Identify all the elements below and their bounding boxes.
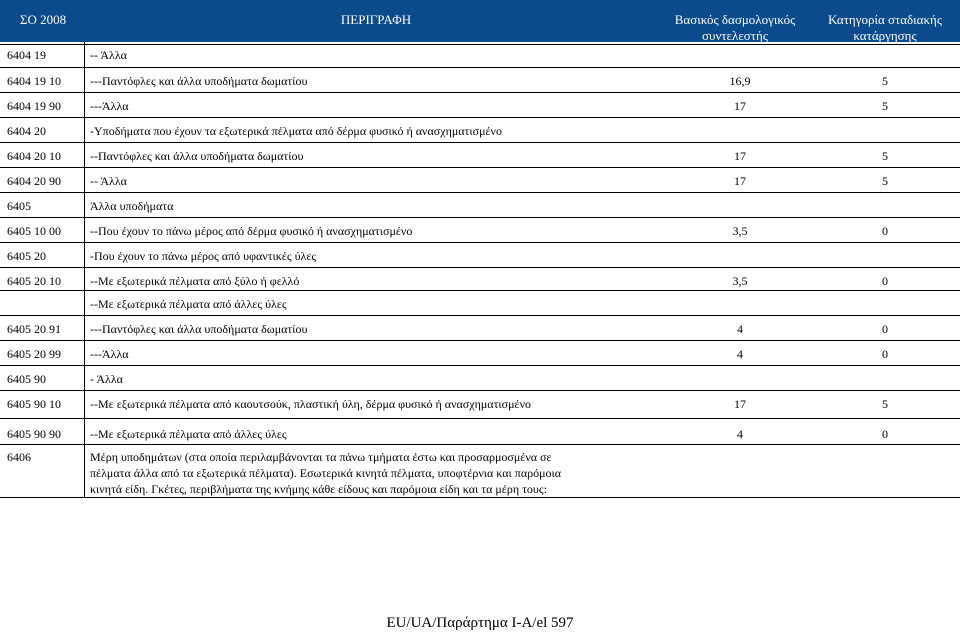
- row-cat: 0: [882, 322, 888, 336]
- column-divider: [84, 42, 85, 498]
- row-cat: 5: [882, 397, 888, 411]
- row-rule: [0, 117, 960, 118]
- row-desc: --Που έχουν το πάνω μέρος από δέρμα φυσικό ή ανασχηματισμένο: [90, 224, 413, 238]
- row-code: 6405 90: [7, 372, 46, 386]
- row-code: 6404 20: [7, 124, 46, 138]
- row-desc: Άλλα υποδήματα: [90, 199, 174, 213]
- header-base-rate: Βασικός δασμολογικός συντελεστής: [674, 12, 796, 43]
- row-cat: 5: [882, 74, 888, 88]
- row-rule: [0, 340, 960, 341]
- row-rate: 4: [737, 427, 743, 441]
- row-cat: 0: [882, 427, 888, 441]
- row-desc-line: Μέρη υποδημάτων (στα οποία περιλαμβάνονται τα πάνω τμήματα έστω και προσαρμοσμένα σε: [90, 450, 552, 464]
- page-footer: EU/UA/Παράρτημα I-A/el 597: [386, 615, 574, 631]
- row-desc: -Που έχουν το πάνω μέρος από υφαντικές ύλες: [90, 249, 317, 263]
- header-category: Κατηγορία σταδιακής κατάργησης: [827, 12, 942, 43]
- row-code: 6405 20 10: [7, 274, 61, 288]
- row-rate: 17: [734, 397, 746, 411]
- row-rule: [0, 418, 960, 419]
- row-desc: --Με εξωτερικά πέλματα από καουτσούκ, πλαστική ύλη, δέρμα φυσικό ή ανασχηματισμένο: [90, 397, 532, 411]
- row-rate: 16,9: [729, 74, 751, 88]
- row-code: 6405 20 99: [7, 347, 61, 361]
- row-desc: --Με εξωτερικά πέλματα από άλλες ύλες: [90, 297, 287, 311]
- row-code: 6405 20 91: [7, 322, 61, 336]
- row-desc: ---Παντόφλες και άλλα υποδήματα δωματίου: [90, 74, 308, 88]
- row-desc-line: πέλματα άλλα από τα εξωτερικά πέλματα). Εσωτερικά κινητά πέλματα, υποφτέρνια και παρόμοια: [90, 466, 562, 480]
- row-desc: -Υποδήματα που έχουν τα εξωτερικά πέλματα από δέρμα φυσικό ή ανασχηματισμένο: [90, 124, 502, 138]
- row-code: 6404 19 10: [7, 74, 61, 88]
- row-code: 6404 20 10: [7, 149, 61, 163]
- row-cat: 0: [882, 347, 888, 361]
- row-rule: [0, 192, 960, 193]
- row-rule: [0, 267, 960, 268]
- row-cat: 5: [882, 149, 888, 163]
- row-cat: 5: [882, 174, 888, 188]
- row-cat: 0: [882, 224, 888, 238]
- row-rule: [0, 290, 960, 291]
- row-desc-line: κινητά είδη. Γκέτες, περιβλήματα της κνήμης κάθε είδους και παρόμοια είδη και τα μέρη τους:: [90, 482, 547, 496]
- row-rate: 4: [737, 322, 743, 336]
- row-desc: --Με εξωτερικά πέλματα από ξύλο ή φελλό: [90, 274, 300, 288]
- row-desc: ---Παντόφλες και άλλα υποδήματα δωματίου: [90, 322, 308, 336]
- row-code: 6405: [7, 199, 31, 213]
- row-rate: 17: [734, 99, 746, 113]
- table-header: [0, 0, 960, 42]
- row-rate: 17: [734, 149, 746, 163]
- row-desc: --Με εξωτερικά πέλματα από άλλες ύλες: [90, 427, 287, 441]
- row-cat: 5: [882, 99, 888, 113]
- row-code: 6405 10 00: [7, 224, 61, 238]
- header-code: ΣΟ 2008: [19, 12, 67, 27]
- row-desc: --Παντόφλες και άλλα υποδήματα δωματίου: [90, 149, 304, 163]
- row-rule: [0, 497, 960, 498]
- row-rate: 17: [734, 174, 746, 188]
- row-desc: -- Άλλα: [90, 48, 127, 62]
- row-code: 6405 90 10: [7, 397, 61, 411]
- row-rate: 4: [737, 347, 743, 361]
- row-desc: - Άλλα: [90, 372, 123, 386]
- row-rule: [0, 444, 960, 445]
- row-rule: [0, 44, 960, 45]
- row-rule: [0, 92, 960, 93]
- row-desc: ---Άλλα: [90, 99, 129, 113]
- header-description: ΠΕΡΙΓΡΑΦΗ: [340, 12, 412, 27]
- row-rule: [0, 142, 960, 143]
- row-code: 6404 20 90: [7, 174, 61, 188]
- row-desc: -- Άλλα: [90, 174, 127, 188]
- row-code: 6406: [7, 450, 31, 464]
- row-code: 6405 20: [7, 249, 46, 263]
- row-rule: [0, 67, 960, 68]
- row-rule: [0, 365, 960, 366]
- row-code: 6404 19: [7, 48, 46, 62]
- row-rule: [0, 390, 960, 391]
- row-rule: [0, 217, 960, 218]
- row-code: 6405 90 90: [7, 427, 61, 441]
- row-rule: [0, 167, 960, 168]
- row-rate: 3,5: [732, 274, 748, 288]
- row-code: 6404 19 90: [7, 99, 61, 113]
- row-rule: [0, 242, 960, 243]
- row-rate: 3,5: [732, 224, 748, 238]
- row-desc: ---Άλλα: [90, 347, 129, 361]
- row-cat: 0: [882, 274, 888, 288]
- row-rule: [0, 315, 960, 316]
